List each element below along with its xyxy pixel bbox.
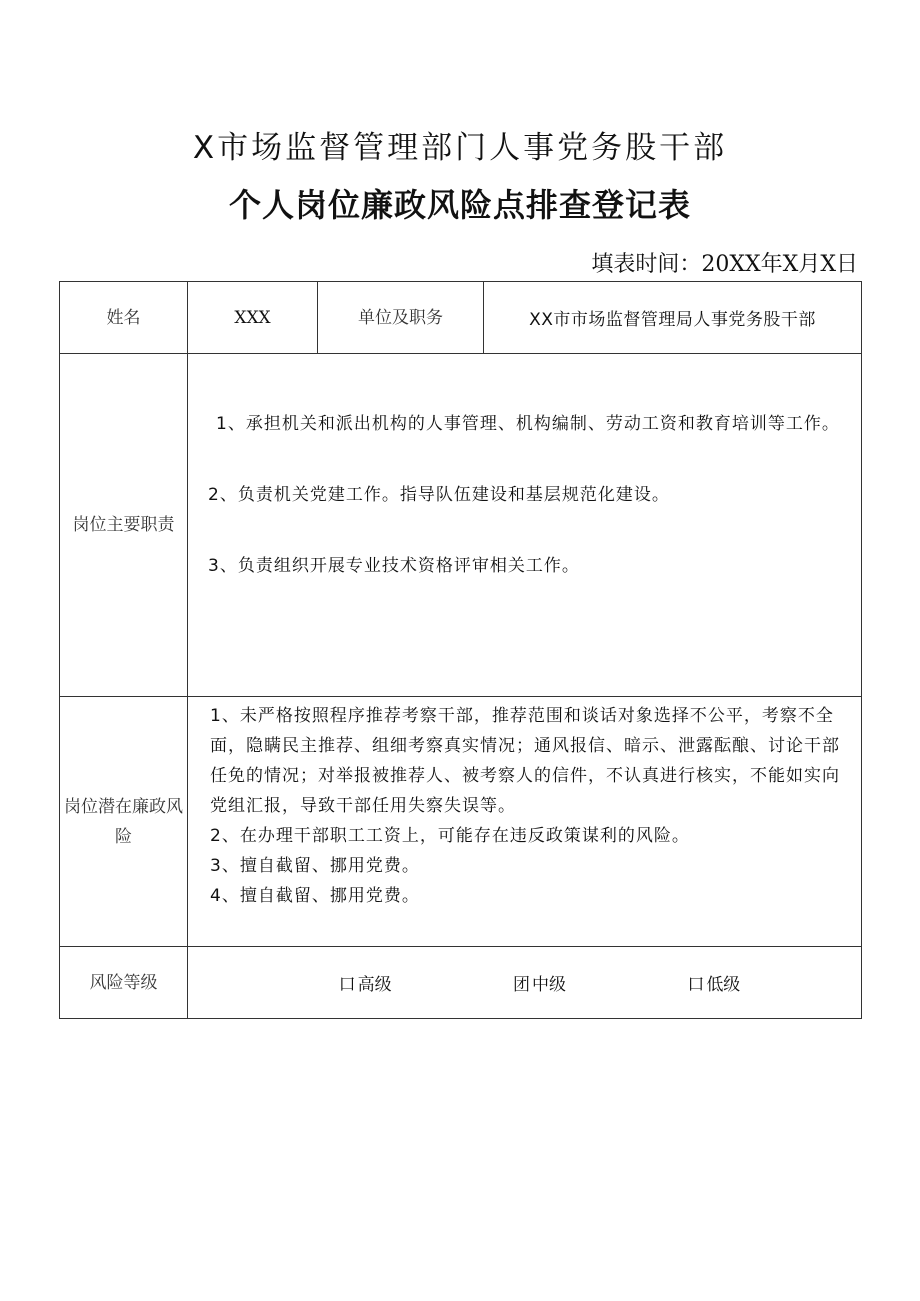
risk-level-options [188,947,862,1019]
risk-level-label: 风险等级 [60,947,188,1019]
info-row [60,282,862,354]
document-title-line1: X市场监督管理部门人事党务股干部 [192,130,728,166]
fill-date: 填表时间：20XX年X月X日 [591,252,858,277]
risk-level-high[interactable]: 口 高级 [338,975,392,995]
risks-row [60,697,862,947]
duties-content [188,354,862,697]
risks-label: 岗位潜在廉政风险 [60,697,188,947]
checkbox-checked-icon: 团 [512,975,530,995]
unit-value: XX市市场监督管理局人事党务股干部 [484,282,862,354]
document-title-line2: 个人岗位廉政风险点排查登记表 [228,186,691,224]
risk-level-row [60,947,862,1019]
unit-label: 单位及职务 [318,282,484,354]
checkbox-unchecked-icon: 口 [687,975,705,995]
risk-item-1: 1、未严格按照程序推荐考察干部，推荐范围和谈话对象选择不公平，考察不全面，隐瞒民主推荐、组细考察真实情况；通风报信、暗示、泄露酝酿、讨论干部任免的情况；对举报被推荐人、被考察人的信件，不认真进行核实，不能如实向党组汇报，导致干部任用失察失误等。 [210,706,840,816]
risk-level-medium[interactable]: 团 中级 [512,975,566,995]
duties-label: 岗位主要职责 [60,354,188,697]
risk-item-4: 4、擅自截留、挪用党费。 [210,886,420,906]
duty-item-2: 2、负责机关党建工作。指导队伍建设和基层规范化建设。 [208,485,670,505]
name-label: 姓名 [60,282,188,354]
checkbox-unchecked-icon: 口 [338,975,356,995]
risk-level-low[interactable]: 口 低级 [687,975,741,995]
duty-item-3: 3、负责组织开展专业技术资格评审相关工作。 [208,556,580,576]
risk-item-3: 3、擅自截留、挪用党费。 [210,856,420,876]
duties-row [60,354,862,697]
name-value: XXX [188,282,318,354]
risks-content [188,697,862,947]
risk-item-2: 2、在办理干部职工工资上，可能存在违反政策谋利的风险。 [210,826,690,846]
duty-item-1: 1、承担机关和派出机构的人事管理、机构编制、劳动工资和教育培训等工作。 [216,414,840,434]
registration-form-table [59,281,862,1019]
